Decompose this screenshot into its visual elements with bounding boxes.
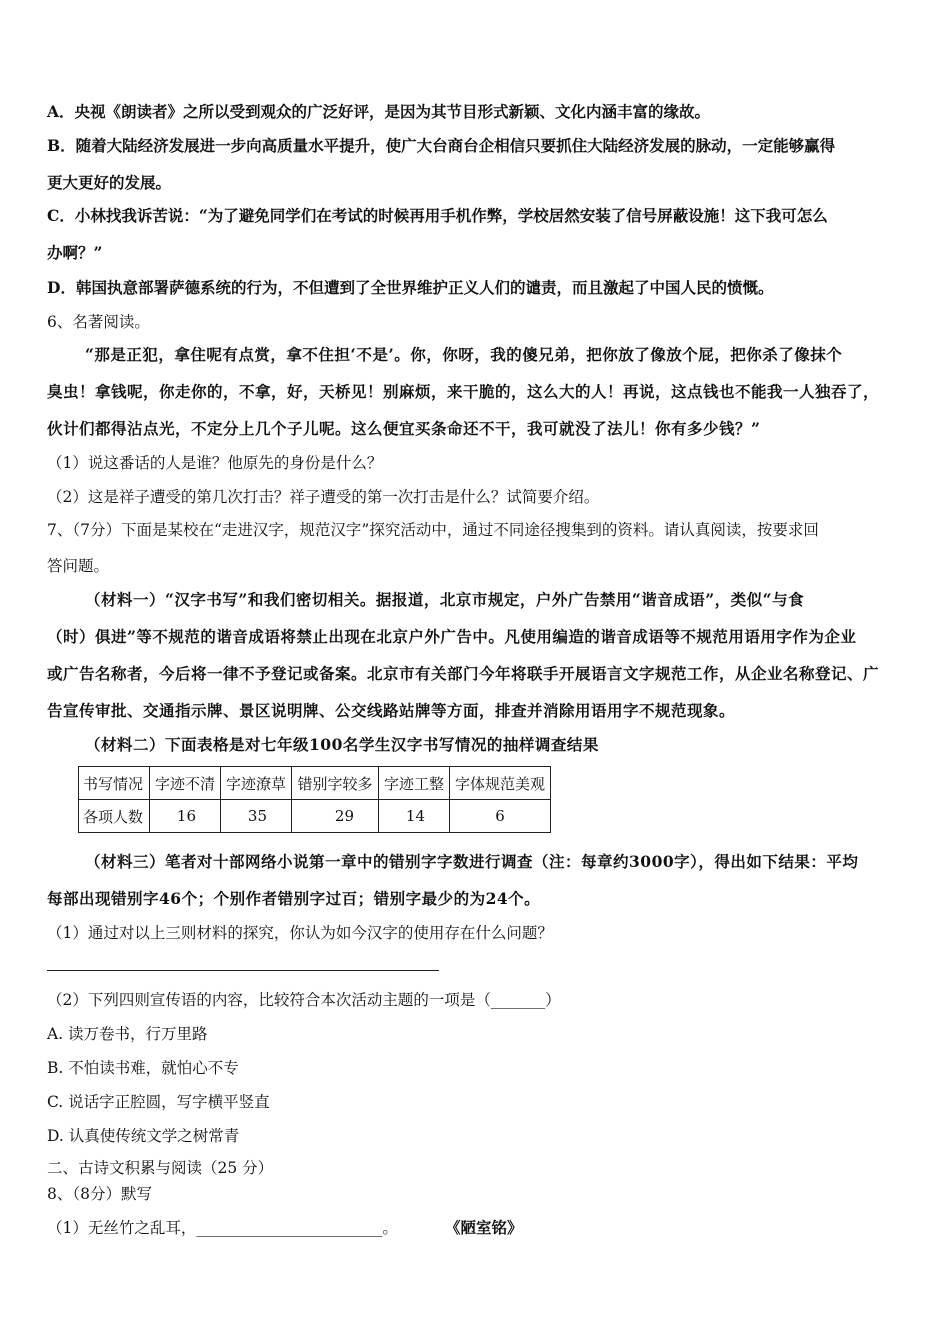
q6-subquestion-1: （1）说这番话的人是谁？他原先的身份是什么？ [47,454,383,472]
q8-title: 8、（8分）默写 [47,1185,152,1203]
table-header-cell: 字迹不清 [150,767,221,800]
table-header-cell: 字体规范美观 [450,767,551,800]
q7-title-line2: 答问题。 [47,557,110,575]
q7-subquestion-1: （1）通过对以上三则材料的探究，你认为如今汉字的使用存在什么问题？ [47,924,553,942]
q5-option-d: D．韩国执意部署萨德系统的行为，不但遭到了全世界维护正义人们的谴责，而且激起了中国人民的愤慨。 [47,278,774,297]
answer-blank-line[interactable] [47,970,439,971]
q5-option-c-line2: 办啊？” [47,243,103,262]
table-header-cell: 书写情况 [79,767,150,800]
q7-option-a: A. 读万卷书，行万里路 [47,1025,208,1043]
table-header-cell: 字迹工整 [379,767,450,800]
q6-passage-line2: 臭虫！拿钱呢，你走你的，不拿，好，天桥见！别麻烦，来干脆的，这么大的人！再说，这点钱也不能我一人独吞了， [47,382,880,401]
q7-subquestion-2: （2）下列四则宣传语的内容，比较符合本次活动主题的一项是（_______） [47,991,561,1009]
q7-option-b: B. 不怕读书难，就怕心不专 [47,1059,239,1077]
survey-table [78,766,551,833]
q7-material1-line4: 告宣传审批、交通指示牌、景区说明牌、公交线路站牌等方面，排查并消除用语用字不规范现象。 [47,701,736,720]
q5-option-b-line1: B．随着大陆经济发展进一步向高质量水平提升，使广大台商台企相信只要抓住大陆经济发展的脉动，一定能够赢得 [47,136,836,155]
table-cell: 6 [450,800,551,833]
q6-passage-line3: 伙计们都得沾点光，不定分上几个子儿呢。这么便宜买条命还不干，我可就没了法儿！你有多少钱？” [47,419,761,438]
q5-option-c-line1: C．小林找我诉苦说：“为了避免同学们在考试的时候再用手机作弊，学校居然安装了信号屏蔽设施！这下我可怎么 [47,206,828,225]
q7-option-d: D. 认真使传统文学之树常青 [47,1127,240,1145]
table-header-cell: 字迹潦草 [221,767,292,800]
q7-material2: （材料二）下面表格是对七年级100名学生汉字书写情况的抽样调查结果 [85,735,599,754]
q6-subquestion-2: （2）这是祥子遭受的第几次打击？祥子遭受的第一次打击是什么？试简要介绍。 [47,488,600,506]
q6-passage-line1: “那是正犯，拿住呢有点赏，拿不住担‘不是’。你，你呀，我的傻兄弟，把你放了像放个屁，把你杀了像抹个 [85,345,843,364]
q7-option-c: C. 说话字正腔圆，写字横平竖直 [47,1093,270,1111]
table-cell: 29 [292,800,379,833]
q8-subquestion-1: （1）无丝竹之乱耳，________________________。 [47,1219,398,1237]
q5-option-b-line2: 更大更好的发展。 [47,173,172,192]
table-row-label: 各项人数 [79,800,150,833]
table-row [79,800,551,833]
q7-material3-line1: （材料三）笔者对十部网络小说第一章中的错别字字数进行调查（注：每章约3000字），得出如下结果：平均 [85,852,859,871]
q8-source: 《陋室铭》 [445,1218,523,1237]
table-header-cell: 错别字较多 [292,767,379,800]
q6-title: 6、名著阅读。 [47,313,150,331]
q5-option-a: A．央视《朗读者》之所以受到观众的广泛好评，是因为其节目形式新颖、文化内涵丰富的缘故。 [47,102,711,121]
table-cell: 16 [150,800,221,833]
table-cell: 14 [379,800,450,833]
q7-material1-line3: 或广告名称者，今后将一律不予登记或备案。北京市有关部门今年将联手开展语言文字规范工作，从企业名称登记、广 [47,664,880,683]
table-cell: 35 [221,800,292,833]
q7-material3-line2: 每部出现错别字46个；个别作者错别字过百；错别字最少的为24个。 [47,889,541,908]
table-header-row [79,767,551,800]
section-2-title: 二、古诗文积累与阅读（25 分） [47,1159,274,1177]
q7-material1-line2: （时）俱进”等不规范的谐音成语将禁止出现在北京户外广告中。凡使用编造的谐音成语等不规范用语用字作为企业 [47,627,857,646]
q7-title-line1: 7、（7分）下面是某校在“走进汉字，规范汉字”探究活动中，通过不同途径搜集到的资料。请认真阅读，按要求回 [47,521,819,539]
q7-material1-line1: （材料一）“汉字书写”和我们密切相关。据报道，北京市规定，户外广告禁用“谐音成语”，类似“与食 [85,590,805,609]
